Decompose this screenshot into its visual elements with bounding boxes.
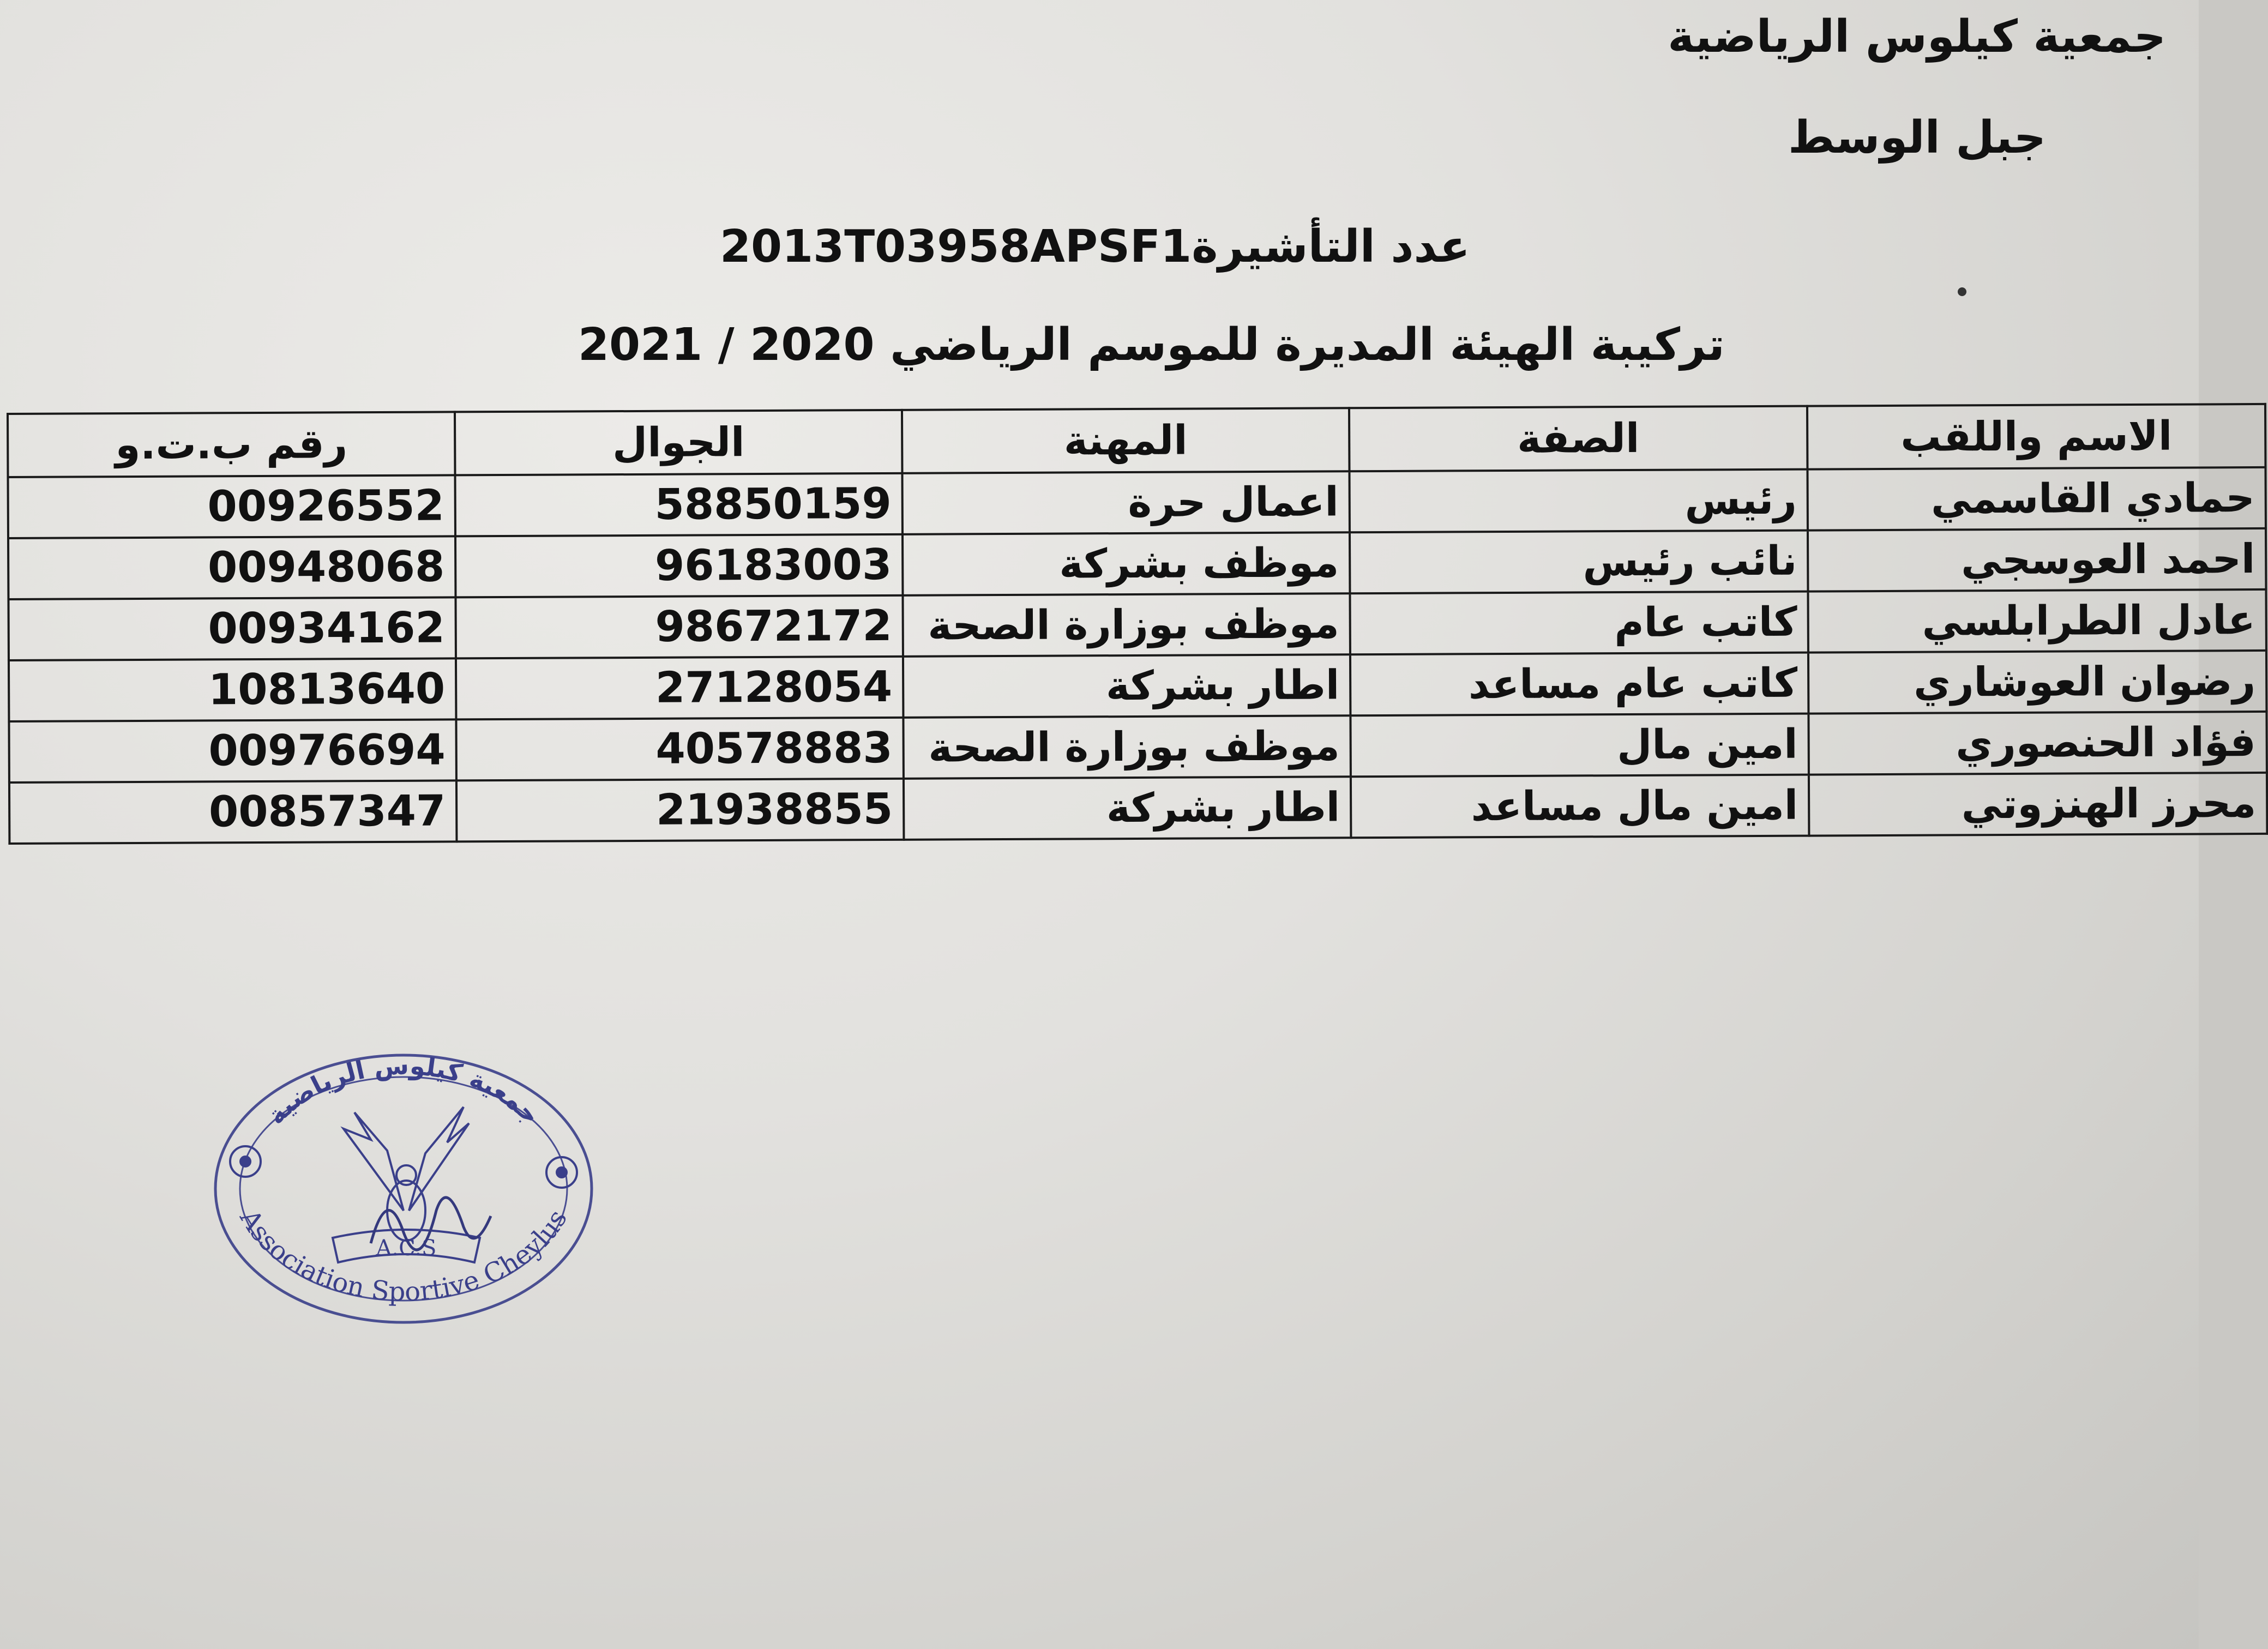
club-stamp [207,1047,600,1331]
table-row [9,651,2266,721]
member-mobile: 58850159 [455,473,903,537]
member-id-number: 00934162 [8,597,455,660]
organization-name: جمعية كيلوس الرياضية [1668,11,2166,63]
member-name: رضوان العوشاري [1808,651,2266,714]
member-mobile: 96183003 [455,534,903,598]
document-title: تركيبة الهيئة المديرة للموسم الرياضي 2020 / 2021 [578,319,1725,371]
header-mobile: الجوال [455,410,902,476]
member-name: فؤاد الحنصوري [1808,712,2266,775]
table-row [8,589,2266,660]
member-id-number: 00948068 [8,536,455,599]
board-table-container [7,404,2257,845]
member-name: حمادي القاسمي [1807,467,2265,531]
member-role: امين مال مساعد [1351,775,1809,838]
header-role: الصفة [1349,406,1807,472]
member-mobile: 27128054 [456,657,903,720]
table-row [8,467,2266,538]
visa-number: عدد التأشيرة2013T03958APSF1 [720,221,1470,273]
member-id-number: 00857347 [9,780,456,844]
member-mobile: 21938855 [456,779,904,842]
board-members-table [7,403,2268,845]
stamp-arabic-text: جمعية كيلوس الرياضية [261,1050,546,1130]
member-role: نائب رئيس [1350,531,1808,594]
stamp-banner [333,1230,480,1262]
header-id-number: رقم ب.ت.و [8,412,455,477]
stamp-latin-text: Association Sportive Cheylus [233,1204,574,1308]
member-profession: موظف بشركة [903,532,1350,595]
member-profession: موظف بوزارة الصحة [903,715,1350,779]
member-profession: اعمال حرة [902,471,1349,534]
table-header-row [8,404,2265,477]
member-profession: موظف بوزارة الصحة [903,593,1350,657]
member-profession: اطار بشركة [904,777,1351,840]
table-row [8,528,2266,599]
member-role: كاتب عام مساعد [1350,653,1808,716]
paper-speck [1958,287,1966,296]
member-profession: اطار بشركة [903,654,1350,718]
member-role: كاتب عام [1350,592,1808,655]
header-name: الاسم واللقب [1807,404,2265,470]
member-mobile: 98672172 [455,595,903,659]
eagle-emblem-icon [344,1107,469,1241]
member-id-number: 00926552 [8,475,455,538]
member-name: محرز الهنزوتي [1809,773,2267,836]
table-row [9,773,2267,844]
member-id-number: 10813640 [9,658,456,721]
member-role: رئيس [1349,470,1807,533]
header-profession: المهنة [902,408,1349,473]
member-id-number: 00976694 [9,719,456,783]
stamp-initials: A.C.S [376,1236,437,1261]
region-name: جبل الوسط [1788,112,2046,164]
member-role: امين مال [1350,714,1808,777]
table-row [9,712,2266,783]
member-mobile: 40578883 [456,718,903,781]
member-name: عادل الطرابلسي [1808,589,2266,653]
member-name: احمد العوسجي [1808,528,2266,592]
